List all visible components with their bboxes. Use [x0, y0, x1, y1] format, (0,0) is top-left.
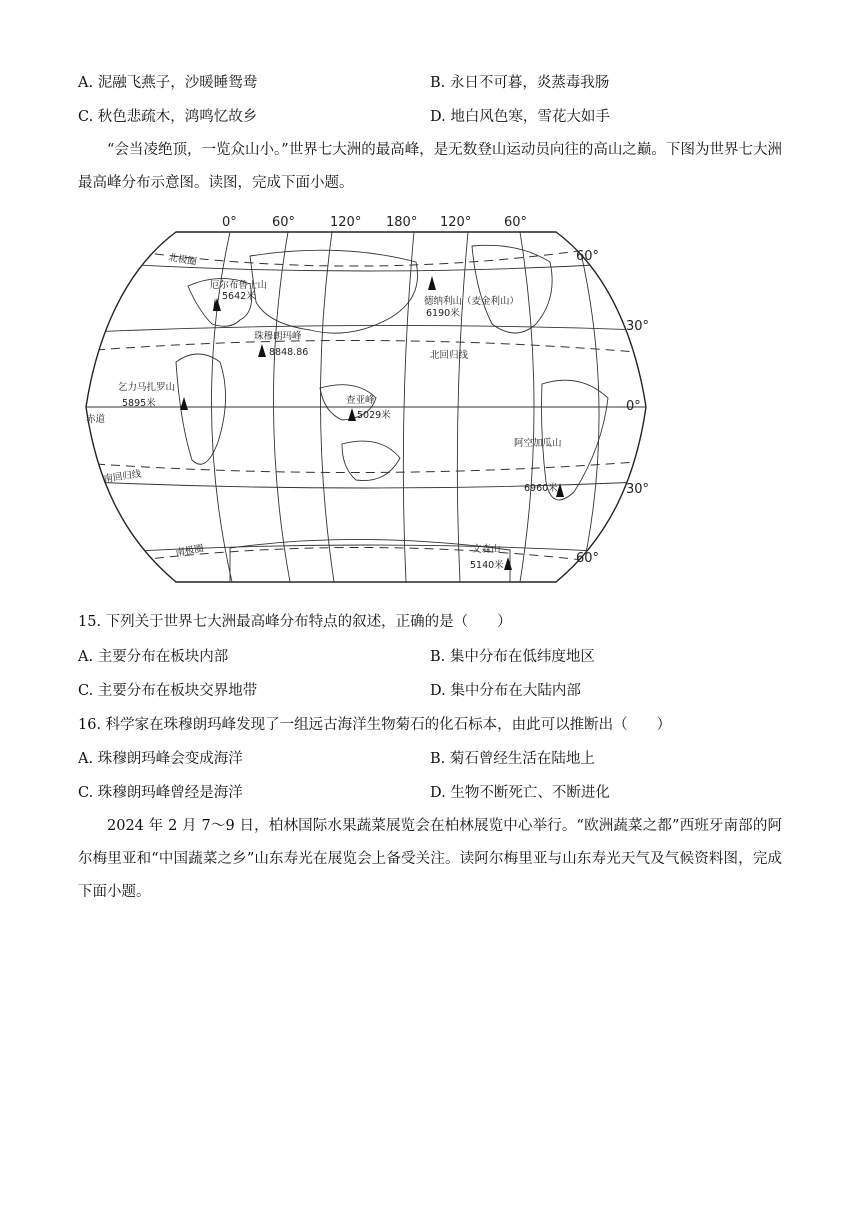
lon-label-60w: 60° — [504, 215, 528, 230]
lat-label-30n: 30° — [626, 319, 650, 334]
lat-label-0: 0° — [626, 399, 641, 414]
q15-option-c: C. 主要分布在板块交界地带 — [78, 683, 258, 699]
q14-option-d: D. 地白风色寒，雪花大如手 — [430, 109, 610, 125]
q15-stem: 15. 下列关于世界七大洲最高峰分布特点的叙述，正确的是（ ） — [78, 614, 512, 630]
peak-denali-name: 德纳利山（麦金利山） — [424, 296, 520, 307]
lat-label-30s: 30° — [626, 482, 650, 497]
lon-label-120e: 120° — [330, 215, 362, 230]
intro-mountains-text: “会当凌绝顶，一览众山小。”世界七大洲的最高峰，是无数登山运动员向往的高山之巅。下图为世界七大洲最高峰分布示意图。读图，完成下面小题。 — [78, 142, 782, 191]
intro-mountains-paragraph — [78, 134, 782, 200]
q15-option-d: D. 集中分布在大陆内部 — [430, 683, 581, 699]
lat-label-60n: 60° — [576, 249, 600, 264]
q15-option-a: A. 主要分布在板块内部 — [78, 649, 229, 665]
peak-puncak-jaya-name: 查亚峰 — [346, 395, 375, 406]
lon-label-180: 180° — [386, 215, 418, 230]
peak-elbrus-name: 厄尔布鲁士山 — [210, 280, 268, 291]
peak-elbrus-height: 5642米 — [222, 291, 256, 302]
peak-vinson-name: 文森山 — [472, 544, 501, 555]
q14-option-a: A. 泥融飞燕子，沙暖睡鸳鸯 — [78, 75, 258, 91]
equator-label: 赤道 — [86, 414, 106, 425]
longitude-labels — [222, 215, 527, 230]
intro-weather-paragraph — [78, 810, 782, 909]
arctic-circle-label: 北极圈 — [167, 252, 198, 268]
lon-label-0: 0° — [222, 215, 237, 230]
peak-puncak-jaya-height: 5029米 — [357, 410, 391, 421]
q16-option-d: D. 生物不断死亡、不断进化 — [430, 785, 610, 801]
intro-weather-text: 2024 年 2 月 7～9 日，柏林国际水果蔬菜展览会在柏林展览中心举行。“欧洲蔬菜之都”西班牙南部的阿尔梅里亚和“中国蔬菜之乡”山东寿光在展览会上备受关注。读阿尔梅里亚与山东寿光天气及气候资料图，完成下面小题。 — [78, 818, 782, 900]
q15-option-b: B. 集中分布在低纬度地区 — [430, 649, 595, 665]
lat-label-60s: 60° — [576, 551, 600, 566]
lon-label-120w: 120° — [440, 215, 472, 230]
peak-kilimanjaro-name: 乞力马扎罗山 — [118, 382, 176, 393]
peak-aconcagua-name: 阿空加瓜山 — [514, 438, 562, 449]
peak-everest-name: 珠穆朗玛峰 — [254, 331, 302, 342]
peak-everest-height: 8848.86 — [269, 347, 309, 358]
q16-option-c: C. 珠穆朗玛峰曾经是海洋 — [78, 785, 243, 801]
peak-aconcagua-height: 6960米 — [524, 483, 558, 494]
q14-option-c: C. 秋色悲疏木，鸿鸣忆故乡 — [78, 109, 258, 125]
q16-stem: 16. 科学家在珠穆朗玛峰发现了一组远古海洋生物菊石的化石标本，由此可以推断出（ ） — [78, 717, 672, 733]
peak-kilimanjaro-height: 5895米 — [122, 398, 156, 409]
peak-denali-height: 6190米 — [426, 308, 460, 319]
antarctic-circle-label: 南极圈 — [174, 543, 205, 559]
tropic-cancer-label: 北回归线 — [430, 350, 469, 361]
q16-option-b: B. 菊石曾经生活在陆地上 — [430, 751, 595, 767]
q14-option-b: B. 永日不可暮，炎蒸毒我肠 — [430, 75, 610, 91]
q16-option-a: A. 珠穆朗玛峰会变成海洋 — [78, 751, 243, 767]
tropic-capricorn-label: 南回归线 — [102, 468, 143, 485]
lon-label-60e: 60° — [272, 215, 296, 230]
world-highest-peaks-map — [80, 212, 652, 588]
peak-vinson-height: 5140米 — [470, 560, 504, 571]
